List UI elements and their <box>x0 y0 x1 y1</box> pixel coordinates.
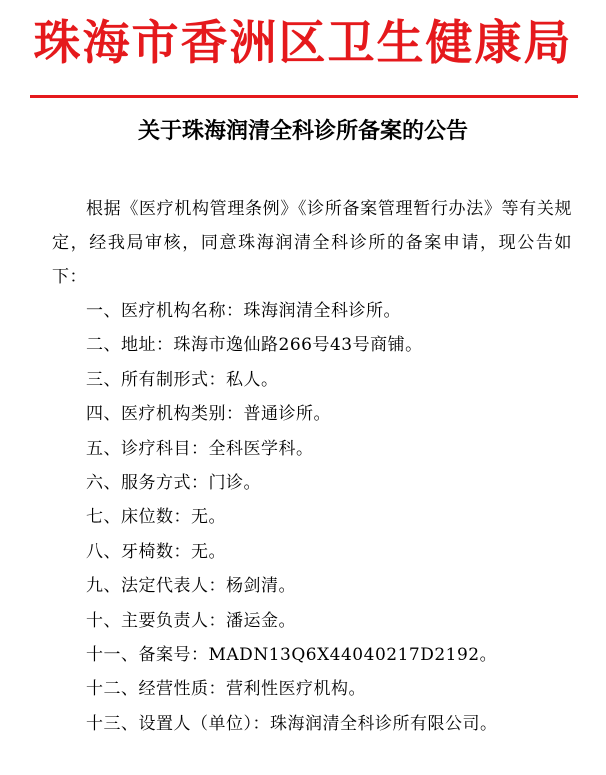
notice-items-list <box>52 294 572 741</box>
notice-item-establisher: 十三、设置人（单位）：珠海润清全科诊所有限公司。 <box>86 713 498 734</box>
notice-item-business-nature: 十二、经营性质：营利性医疗机构。 <box>86 679 366 700</box>
notice-item-departments: 五、诊疗科目：全科医学科。 <box>86 438 314 459</box>
notice-item-service-mode: 六、服务方式：门诊。 <box>86 472 261 493</box>
notice-item-filing-number: 十一、备案号：MADN13Q6X44040217D2192。 <box>86 644 498 665</box>
notice-item-address: 二、地址：珠海市逸仙路266号43号商铺。 <box>86 335 423 356</box>
notice-item-institution-name: 一、医疗机构名称：珠海润清全科诊所。 <box>86 301 401 321</box>
letterhead <box>0 0 606 100</box>
agency-name: 珠海市香洲区卫生健康局 <box>33 16 573 71</box>
document-body <box>52 192 572 741</box>
notice-item-ownership: 三、所有制形式：私人。 <box>86 369 279 390</box>
intro-paragraph: 根据《医疗机构管理条例》《诊所备案管理暂行办法》等有关规定，经我局审核，同意珠海润清全科诊所的备案申请，现公告如下： <box>52 199 572 287</box>
notice-item-beds: 七、床位数：无。 <box>86 507 226 528</box>
notice-item-legal-representative: 九、法定代表人：杨剑清。 <box>86 576 296 597</box>
notice-item-dental-chairs: 八、牙椅数：无。 <box>86 541 226 562</box>
document-title: 关于珠海润清全科诊所备案的公告 <box>137 118 468 144</box>
notice-item-principal: 十、主要负责人：潘运金。 <box>86 610 296 631</box>
letterhead-red-rule <box>30 95 578 98</box>
notice-item-category: 四、医疗机构类别：普通诊所。 <box>86 404 331 425</box>
